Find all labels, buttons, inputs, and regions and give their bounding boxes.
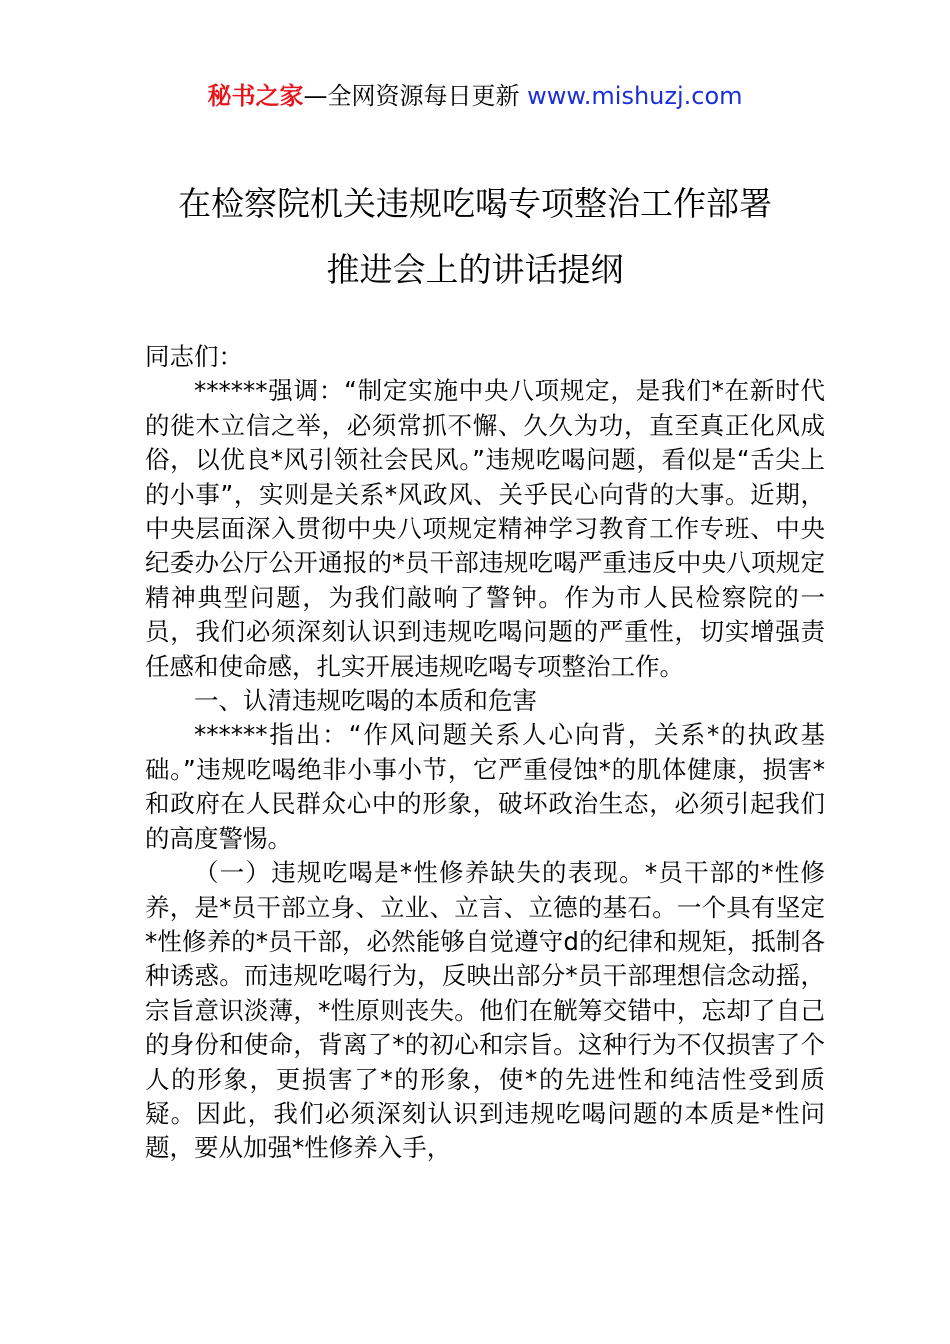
paragraph-subsection-1: （一）违规吃喝是*性修养缺失的表现。*员干部的*性修养，是*员干部立身、立业、立言、立德的基石。一个具有坚定*性修养的*员干部，必然能够自觉遵守d的纪律和规矩，抵制各种诱惑。而违规吃喝行为，反映出部分*员干部理想信念动摇，宗旨意识淡薄，*性原则丧失。他们在觥筹交错中，忘却了自己的身份和使命，背离了*的初心和宗旨。这种行为不仅损害了个人的形象，更损害了*的形象，使*的先进性和纯洁性受到质疑。因此，我们必须深刻认识到违规吃喝问题的本质是*性问题，要从加强*性修养入手， (145, 858, 825, 1163)
document-body (145, 340, 825, 1166)
site-header (0, 80, 950, 112)
site-url-link[interactable]: www.mishuzj.com (527, 82, 743, 110)
document-title-line-1: 在检察院机关违规吃喝专项整治工作部署 (178, 184, 772, 223)
site-brand: 秘书之家 (207, 82, 304, 110)
section-heading-1: 一、认清违规吃喝的本质和危害 (194, 686, 537, 716)
paragraph-section-1: ******指出：“作风问题关系人心向背，关系*的执政基础。”违规吃喝绝非小事小节，它严重侵蚀*的肌体健康，损害*和政府在人民群众心中的形象，破坏政治生态，必须引起我们的高度警惕。 (145, 720, 825, 853)
salutation: 同志们： (145, 342, 243, 371)
site-slogan: —全网资源每日更新 (303, 82, 528, 110)
document-title-line-2: 推进会上的讲话提纲 (326, 250, 624, 289)
paragraph-intro: ******强调：“制定实施中央八项规定，是我们*在新时代的徙木立信之举，必须常抓不懈、久久为功，直至真正化风成俗，以优良*风引领社会民风。”违规吃喝问题，看似是“舌尖上的小事”，实则是关系*风政风、关乎民心向背的大事。近期，中央层面深入贯彻中央八项规定精神学习教育工作专班、中央纪委办公厅公开通报的*员干部违规吃喝严重违反中央八项规定精神典型问题，为我们敲响了警钟。作为市人民检察院的一员，我们必须深刻认识到违规吃喝问题的严重性，切实增强责任感和使命感，扎实开展违规吃喝专项整治工作。 (145, 376, 825, 681)
